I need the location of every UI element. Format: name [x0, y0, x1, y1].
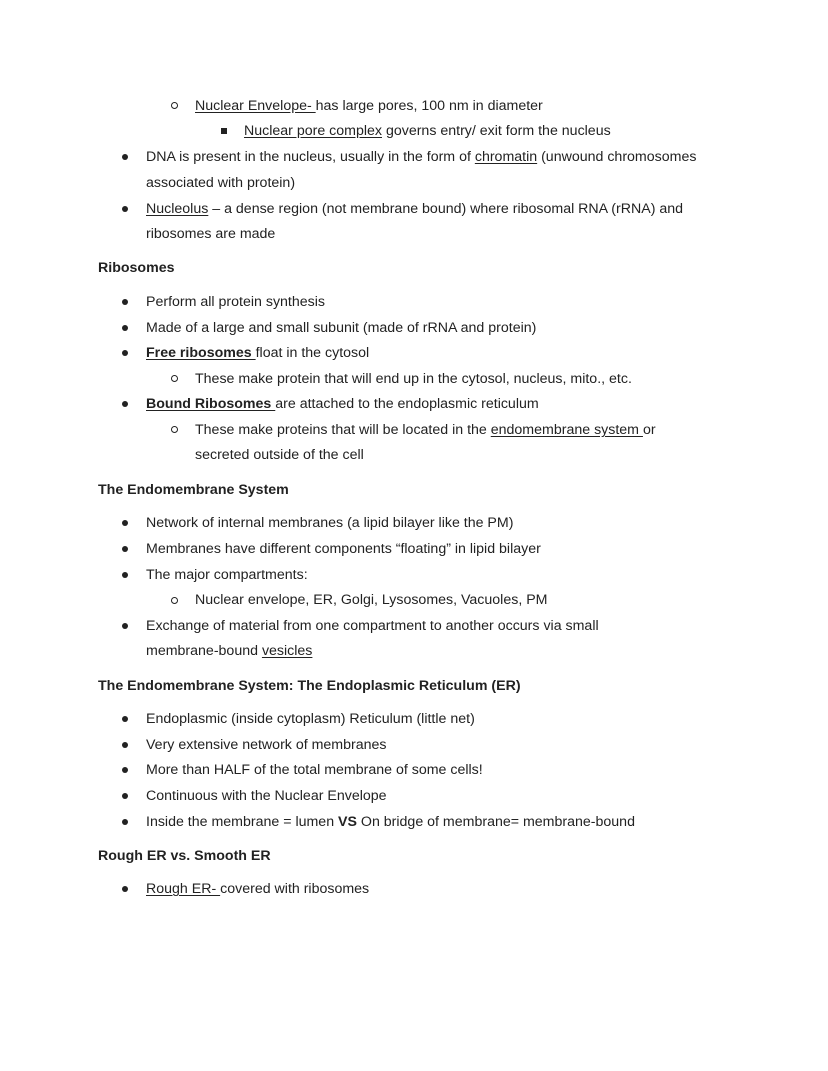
- list-item: Nuclear Envelope- has large pores, 100 nm in diameter: [195, 98, 543, 114]
- heading-endoplasmic-reticulum: The Endomembrane System: The Endoplasmic Reticulum (ER): [98, 678, 521, 694]
- list-item: Bound Ribosomes are attached to the endoplasmic reticulum: [146, 396, 539, 412]
- list-item: Free ribosomes float in the cytosol: [146, 345, 370, 361]
- bullet-icon: [122, 325, 128, 331]
- list-item: Perform all protein synthesis: [146, 294, 325, 310]
- square-bullet-icon: [221, 128, 227, 134]
- list-item: Network of internal membranes (a lipid bilayer like the PM): [146, 515, 514, 531]
- list-item: DNA is present in the nucleus, usually in the form of chromatin (unwound chromosomes: [146, 149, 697, 165]
- bullet-icon: [122, 886, 128, 892]
- list-item: These make proteins that will be located in the endomembrane system or: [195, 422, 656, 438]
- list-item: Made of a large and small subunit (made of rRNA and protein): [146, 320, 537, 336]
- bullet-icon: [122, 623, 128, 629]
- hollow-bullet-icon: [171, 102, 178, 109]
- heading-rough-vs-smooth-er: Rough ER vs. Smooth ER: [98, 848, 271, 864]
- bullet-icon: [122, 793, 128, 799]
- list-item: Very extensive network of membranes: [146, 737, 387, 753]
- bullet-icon: [122, 350, 128, 356]
- heading-ribosomes: Ribosomes: [98, 260, 175, 276]
- term-nucleolus: Nucleolus: [146, 201, 209, 217]
- term-vesicles: vesicles: [261, 643, 313, 659]
- list-item: Nucleolus – a dense region (not membrane bound) where ribosomal RNA (rRNA) and: [146, 201, 684, 217]
- term-chromatin: chromatin: [474, 149, 538, 165]
- hollow-bullet-icon: [171, 597, 178, 604]
- heading-endomembrane-system: The Endomembrane System: [98, 482, 289, 498]
- bullet-icon: [122, 742, 128, 748]
- hollow-bullet-icon: [171, 426, 178, 433]
- list-item-continuation: secreted outside of the cell: [195, 447, 364, 463]
- bullet-icon: [122, 206, 128, 212]
- list-item: Nuclear envelope, ER, Golgi, Lysosomes, Vacuoles, PM: [195, 592, 548, 608]
- list-item-continuation: ribosomes are made: [146, 226, 276, 242]
- list-item: The major compartments:: [146, 567, 308, 583]
- term-endomembrane-system: endomembrane system: [490, 422, 643, 438]
- bullet-icon: [122, 154, 128, 160]
- list-item-continuation: membrane-bound vesicles: [146, 643, 313, 659]
- bullet-icon: [122, 546, 128, 552]
- term-bound-ribosomes: Bound Ribosomes: [146, 396, 276, 412]
- list-item: More than HALF of the total membrane of some cells!: [146, 762, 483, 778]
- list-item: Inside the membrane = lumen VS On bridge of membrane= membrane-bound: [146, 814, 635, 830]
- list-item: Continuous with the Nuclear Envelope: [146, 788, 387, 804]
- list-item: Exchange of material from one compartment to another occurs via small: [146, 618, 599, 634]
- hollow-bullet-icon: [171, 375, 178, 382]
- bullet-icon: [122, 299, 128, 305]
- term-rough-er: Rough ER-: [146, 881, 221, 897]
- bullet-icon: [122, 819, 128, 825]
- bullet-icon: [122, 401, 128, 407]
- term-nuclear-envelope: Nuclear Envelope-: [195, 98, 316, 114]
- bullet-icon: [122, 767, 128, 773]
- list-item: Rough ER- covered with ribosomes: [146, 881, 370, 897]
- list-item-continuation: associated with protein): [146, 175, 296, 191]
- bullet-icon: [122, 520, 128, 526]
- term-nuclear-pore-complex: Nuclear pore complex: [244, 123, 382, 139]
- list-item: Membranes have different components “floating” in lipid bilayer: [146, 541, 541, 557]
- list-item: Endoplasmic (inside cytoplasm) Reticulum (little net): [146, 711, 475, 727]
- list-item: These make protein that will end up in the cytosol, nucleus, mito., etc.: [195, 371, 632, 387]
- term-free-ribosomes: Free ribosomes: [146, 345, 256, 361]
- bullet-icon: [122, 572, 128, 578]
- list-item: Nuclear pore complex governs entry/ exit form the nucleus: [244, 123, 611, 139]
- bullet-icon: [122, 716, 128, 722]
